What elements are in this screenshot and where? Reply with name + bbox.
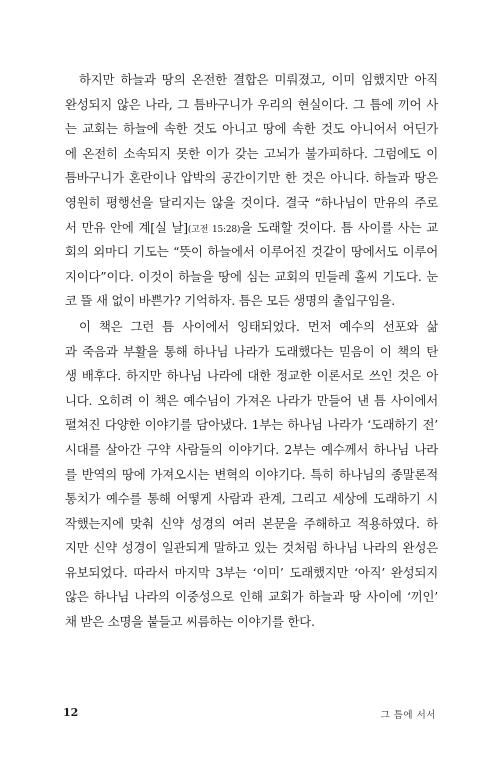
text-line: 펼쳐진 다양한 이야기를 담아냈다. 1부는 하나님 나라가 ‘도래하기 전’	[65, 417, 438, 433]
text-line: 않은 하나님 나라의 이중성으로 인해 교회가 하늘과 땅 사이에 ‘끼인’	[65, 589, 438, 605]
body-text	[65, 68, 438, 636]
paragraph-1	[65, 68, 438, 314]
text-line: 채 받은 소명을 붙들고 씨름하는 이야기를 한다.	[65, 614, 315, 630]
text-segment: 을 도래할 것이다. 틈 사이를 사는 교	[240, 219, 438, 235]
text-line: 지이다”이다. 이것이 하늘을 땅에 심는 교회의 민들레 홀씨 기도다. 눈	[65, 268, 438, 284]
text-segment: 서 만유 안에 계[실 날]	[65, 219, 188, 235]
text-line: 시대를 살아간 구약 사람들의 이야기다. 2부는 예수께서 하나님 나라	[65, 441, 438, 457]
text-line: 지만 신약 성경이 일관되게 말하고 있는 것처럼 하나님 나라의 완성은	[65, 540, 438, 556]
paragraph-2	[65, 315, 438, 635]
text-line: 생 배후다. 하지만 하나님 나라에 대한 정교한 이론서로 쓰인 것은 아	[65, 368, 438, 384]
text-line: 틈바구니가 혼란이나 압박의 공간이기만 한 것은 아니다. 하늘과 땅은	[65, 170, 438, 186]
text-line: 회의 외마디 기도는 “뜻이 하늘에서 이루어진 것같이 땅에서도 이루어	[65, 244, 438, 260]
page-number: 12	[63, 706, 79, 719]
text-line: 영원히 평행선을 달리지는 않을 것이다. 결국 “하나님이 만유의 주로	[65, 194, 438, 210]
text-line: 코 뜰 새 없이 바쁜가? 기억하자. 틈은 모든 생명의 출입구임을.	[65, 293, 396, 309]
text-line: 이 책은 그런 틈 사이에서 잉태되었다. 먼저 예수의 선포와 삶	[79, 318, 438, 334]
text-line-with-reference	[65, 216, 438, 241]
text-line: 작했는지에 맞춰 신약 성경의 여러 본문을 주해하고 적용하였다. 하	[65, 515, 438, 531]
text-line: 에 온전히 소속되지 못한 이가 갖는 고뇌가 불가피하다. 그럼에도 이	[65, 145, 438, 161]
text-line: 완성되지 않은 나라, 그 틈바구니가 우리의 현실이다. 그 틈에 끼어 사	[65, 96, 438, 112]
scripture-reference: (고전 15:28)	[187, 224, 241, 235]
text-line: 니다. 오히려 이 책은 예수님이 가져온 나라가 만들어 낸 틈 사이에서	[65, 392, 438, 408]
text-line: 과 죽음과 부활을 통해 하나님 나라가 도래했다는 믿음이 이 책의 탄	[65, 343, 438, 359]
text-line: 하지만 하늘과 땅의 온전한 결합은 미뤄졌고, 이미 임했지만 아직	[79, 72, 438, 87]
text-line: 통치가 예수를 통해 어떻게 사람과 관계, 그리고 세상에 도래하기 시	[65, 491, 438, 507]
text-line: 는 교회는 하늘에 속한 것도 아니고 땅에 속한 것도 아니어서 어딘가	[65, 121, 438, 137]
text-line: 유보되었다. 따라서 마지막 3부는 ‘이미’ 도래했지만 ‘아직’ 완성되지	[65, 564, 438, 580]
running-footer-title: 그 틈에 서서	[380, 710, 436, 721]
text-line: 를 반역의 땅에 가져오시는 변혁의 이야기다. 특히 하나님의 종말론적	[65, 466, 438, 482]
